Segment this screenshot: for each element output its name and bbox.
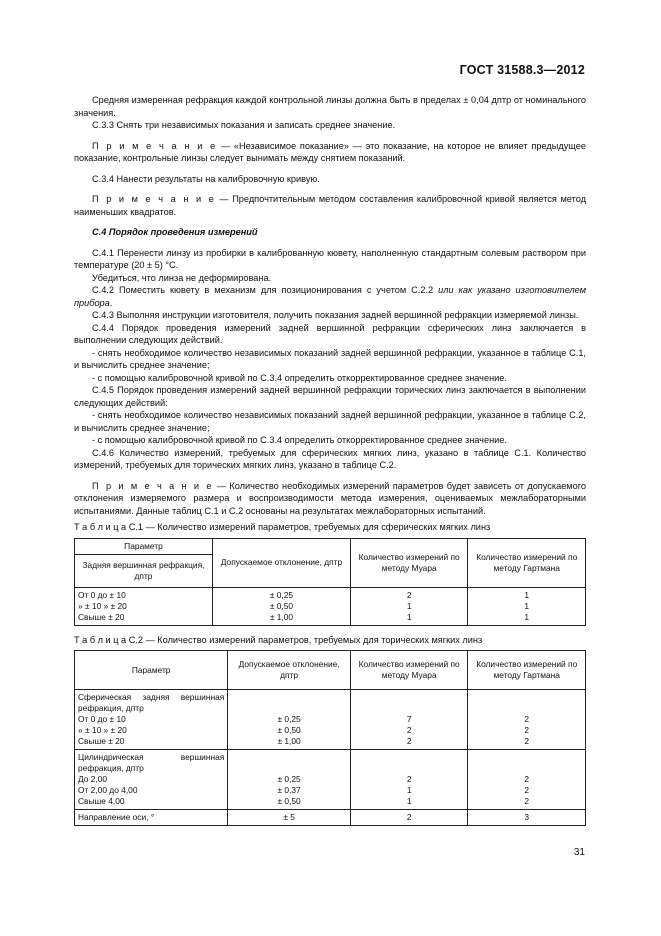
table-header-cell: Допускаемое отклонение, дптр <box>228 651 351 690</box>
paragraph: С.4.4 Порядок проведения измерений задней вершинной рефракции сферических линз заключается в выполнении следующих действий. <box>74 322 586 345</box>
note-label: П р и м е ч а н и е <box>92 194 216 204</box>
note-text: — «Независимое показание» — это показание, на которое не влияет предыдущее показание, контрольные линзы следует вынимать между снятием показаний. <box>74 140 586 163</box>
table-header-cell: Количество измерений по методу Гартмана <box>468 538 586 587</box>
table-cell: 7 2 2 <box>350 690 468 750</box>
note-label: П р и м е ч а н и е <box>92 140 218 151</box>
italic-text: или как указано изготовителем прибора <box>74 285 586 308</box>
table-header-cell: Допускаемое отклонение, дптр <box>212 538 350 587</box>
caption-label: Т а б л и ц а С.2 <box>74 634 144 645</box>
table-cell: Цилиндрическая вершинная рефракция, дптр До 2,00 От 2,00 до 4,00 Свыше 4,00 <box>75 750 228 810</box>
table-row <box>75 587 586 625</box>
list-item: - снять необходимое количество независимых показаний задней вершинной рефракции, указанное в таблице С.1, и вычислить среднее значение; <box>74 347 586 370</box>
paragraph: С.3.3 Снять три независимых показания и записать среднее значение. <box>92 120 396 130</box>
table-cell: 2 1 1 <box>350 587 468 625</box>
table-cell: 2 2 2 <box>468 690 586 750</box>
table-cell: 1 1 1 <box>468 587 586 625</box>
note <box>74 140 586 165</box>
note-label: П р и м е ч а н и е <box>92 480 214 491</box>
table-header-cell: Количество измерений по методу Гартмана <box>468 651 586 690</box>
table-header-cell: Количество измерений по методу Муара <box>350 651 468 690</box>
paragraph <box>74 284 586 309</box>
table-cell: 3 <box>468 810 586 826</box>
paragraph: Убедиться, что линза не деформирована. <box>92 272 272 283</box>
table-c1 <box>74 538 586 626</box>
page-number: 31 <box>573 847 585 858</box>
caption-label: Т а б л и ц а С.1 <box>74 522 144 532</box>
table-header-cell: Количество измерений по методу Муара <box>350 538 468 587</box>
table-cell: От 0 до ± 10 » ± 10 » ± 20 Свыше ± 20 <box>75 587 213 625</box>
table-row <box>75 690 586 750</box>
table-cell: ± 0,25 ± 0,50 ± 1,00 <box>228 690 351 750</box>
table-cell: 2 1 1 <box>350 750 468 810</box>
text: С.4.2 Поместить кювету в механизм для позиционирования с учетом С.2.2 <box>92 285 439 295</box>
table-cell: ± 0,25 ± 0,37 ± 0,50 <box>228 750 351 810</box>
table-row <box>75 750 586 810</box>
table-cell: Сферическая задняя вершинная рефракция, дптр От 0 до ± 10 » ± 10 » ± 20 Свыше ± 20 <box>75 690 228 750</box>
table-header-cell: Параметр <box>75 538 213 554</box>
table-cell: ± 0,25 ± 0,50 ± 1,00 <box>212 587 350 625</box>
table-caption <box>74 634 586 647</box>
caption-text: — Количество измерений параметров, требуемых для торических мягких линз <box>143 634 483 645</box>
table-cell: 2 <box>350 810 468 826</box>
paragraph: С.4.3 Выполняя инструкции изготовителя, получить показания задней вершинной рефракции измеряемой линзы. <box>92 310 579 320</box>
table-cell: 2 2 2 <box>468 750 586 810</box>
document-header: ГОСТ 31588.3—2012 <box>459 63 585 77</box>
table-cell: Направление оси, ° <box>75 810 228 826</box>
paragraph: С.4.5 Порядок проведения измерений задней вершинной рефракции торических линз заключается в выполнении следующих действий: <box>74 385 586 408</box>
note-text: — Предпочтительным методом составления калибровочной кривой является метод наименьших квадратов. <box>74 194 586 217</box>
paragraph: С.4.1 Перенести линзу из пробирки в калиброванную кювету, наполненную стандартным солевым раствором при температуре (20 ± 5) °С. <box>74 247 586 270</box>
caption-text: — Количество измерений параметров, требуемых для сферических мягких линз <box>143 522 491 532</box>
paragraph: Средняя измеренная рефракция каждой контрольной линзы должна быть в пределах ± 0,04 дптр от номинального значения. <box>74 95 586 118</box>
table-header-cell: Задняя вершинная рефракция, дптр <box>75 554 213 587</box>
table-c2 <box>74 650 586 826</box>
table-header-cell: Параметр <box>75 651 228 690</box>
table-caption <box>74 521 586 534</box>
list-item: - с помощью калибровочной кривой по С.3.4 определить откорректированное среднее значение. <box>92 372 507 383</box>
note <box>74 480 586 518</box>
list-item: - с помощью калибровочной кривой по С.3.4 определить откорректированное среднее значение. <box>92 435 507 445</box>
table-row <box>75 810 586 826</box>
paragraph: С.4.6 Количество измерений, требуемых для сферических мягких линз, указано в таблице С.1. Количество измерений, требуемых для торических мягких линз, указано в таблице С.2. <box>74 447 586 470</box>
section-title: С.4 Порядок проведения измерений <box>92 227 258 237</box>
note <box>74 193 586 218</box>
paragraph: С.3.4 Нанести результаты на калибровочную кривую. <box>92 173 320 184</box>
note-text: — Количество необходимых измерений параметров будет зависеть от допускаемого отклонения измеряемого размера и воспроизводимости метода измерения, оцениваемых межлабораторными испытаниями. Данные таблиц С.1 и С.2 основаны на результатах межлабораторных испытаний. <box>74 480 586 516</box>
table-cell: ± 5 <box>228 810 351 826</box>
list-item: - снять необходимое количество независимых показаний задней вершинной рефракции, указанное в таблице С.2, и вычислить среднее значение; <box>74 410 586 433</box>
text: . <box>109 297 113 308</box>
document-body <box>74 94 586 826</box>
